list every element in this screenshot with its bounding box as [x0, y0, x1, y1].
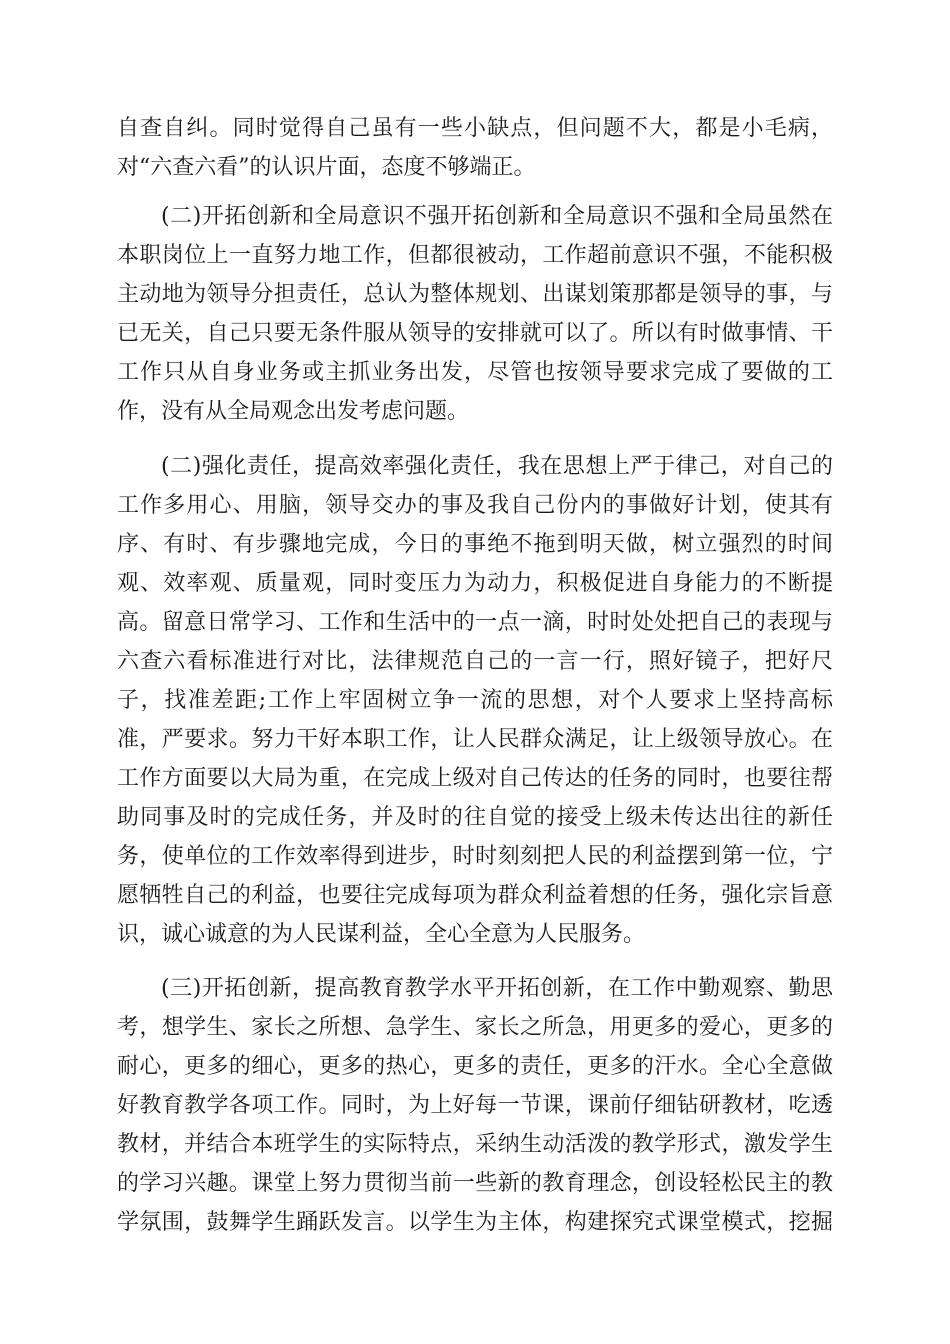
text-line: 工作只从自身业务或主抓业务出发，尽管也按领导要求完成了要做的工 — [117, 360, 833, 385]
text-line: 自查自纠。同时觉得自己虽有一些小缺点，但问题不大，都是小毛病， — [117, 116, 833, 141]
text-line: 愿牺牲自己的利益，也要往完成每项为群众利益着想的任务，强化宗旨意 — [117, 883, 833, 908]
text-line: 已无关，自己只要无条件服从领导的安排就可以了。所以有时做事情、干 — [117, 321, 833, 346]
text-line: 六查六看标准进行对比，法律规范自己的一言一行，照好镜子，把好尺 — [117, 649, 833, 674]
text-line: 主动地为领导分担责任，总认为整体规划、出谋划策那都是领导的事，与 — [117, 282, 833, 307]
text-line: 本职岗位上一直努力地工作，但都很被动，工作超前意识不强，不能积极 — [117, 243, 833, 268]
text-line: 工作方面要以大局为重，在完成上级对自己传达的任务的同时，也要往帮 — [117, 766, 833, 791]
text-line: (三)开拓创新，提高教育教学水平开拓创新，在工作中勤观察、勤思 — [161, 976, 833, 1001]
text-line: 助同事及时的完成任务，并及时的往自觉的接受上级未传达出往的新任 — [117, 805, 833, 830]
text-line: 作，没有从全局观念出发考虑问题。 — [117, 399, 470, 424]
text-line: 对“六查六看”的认识片面，态度不够端正。 — [117, 155, 536, 180]
text-line: 好教育教学各项工作。同时，为上好每一节课，课前仔细钻研教材，吃透 — [117, 1093, 833, 1118]
text-line: 识，诚心诚意的为人民谋利益，全心全意为人民服务。 — [117, 922, 646, 947]
text-line: 序、有时、有步骤地完成，今日的事绝不拖到明天做，树立强烈的时间 — [117, 532, 833, 557]
text-line: 耐心，更多的细心，更多的热心，更多的责任，更多的汗水。全心全意做 — [117, 1054, 833, 1079]
text-line: 观、效率观、质量观，同时变压力为动力，积极促进自身能力的不断提 — [117, 571, 833, 596]
text-line: 务，使单位的工作效率得到进步，时时刻刻把人民的利益摆到第一位，宁 — [117, 844, 833, 869]
text-line: 教材，并结合本班学生的实际特点，采纳生动活泼的教学形式，激发学生 — [117, 1132, 833, 1157]
text-line: 子，找准差距;工作上牢固树立争一流的思想，对个人要求上坚持高标 — [117, 688, 833, 713]
text-line: (二)强化责任，提高效率强化责任，我在思想上严于律己，对自己的 — [161, 454, 833, 479]
text-line: 高。留意日常学习、工作和生活中的一点一滴，时时处处把自己的表现与 — [117, 610, 833, 635]
text-line: 工作多用心、用脑，领导交办的事及我自己份内的事做好计划，使其有 — [117, 493, 833, 518]
text-line: 的学习兴趣。课堂上努力贯彻当前一些新的教育理念，创设轻松民主的教 — [117, 1171, 833, 1196]
text-line: (二)开拓创新和全局意识不强开拓创新和全局意识不强和全局虽然在 — [161, 204, 833, 229]
text-line: 准，严要求。努力干好本职工作，让人民群众满足，让上级领导放心。在 — [117, 727, 833, 752]
text-line: 学氛围，鼓舞学生踊跃发言。以学生为主体，构建探究式课堂模式，挖掘 — [117, 1210, 833, 1235]
text-line: 考，想学生、家长之所想、急学生、家长之所急，用更多的爱心，更多的 — [117, 1015, 833, 1040]
